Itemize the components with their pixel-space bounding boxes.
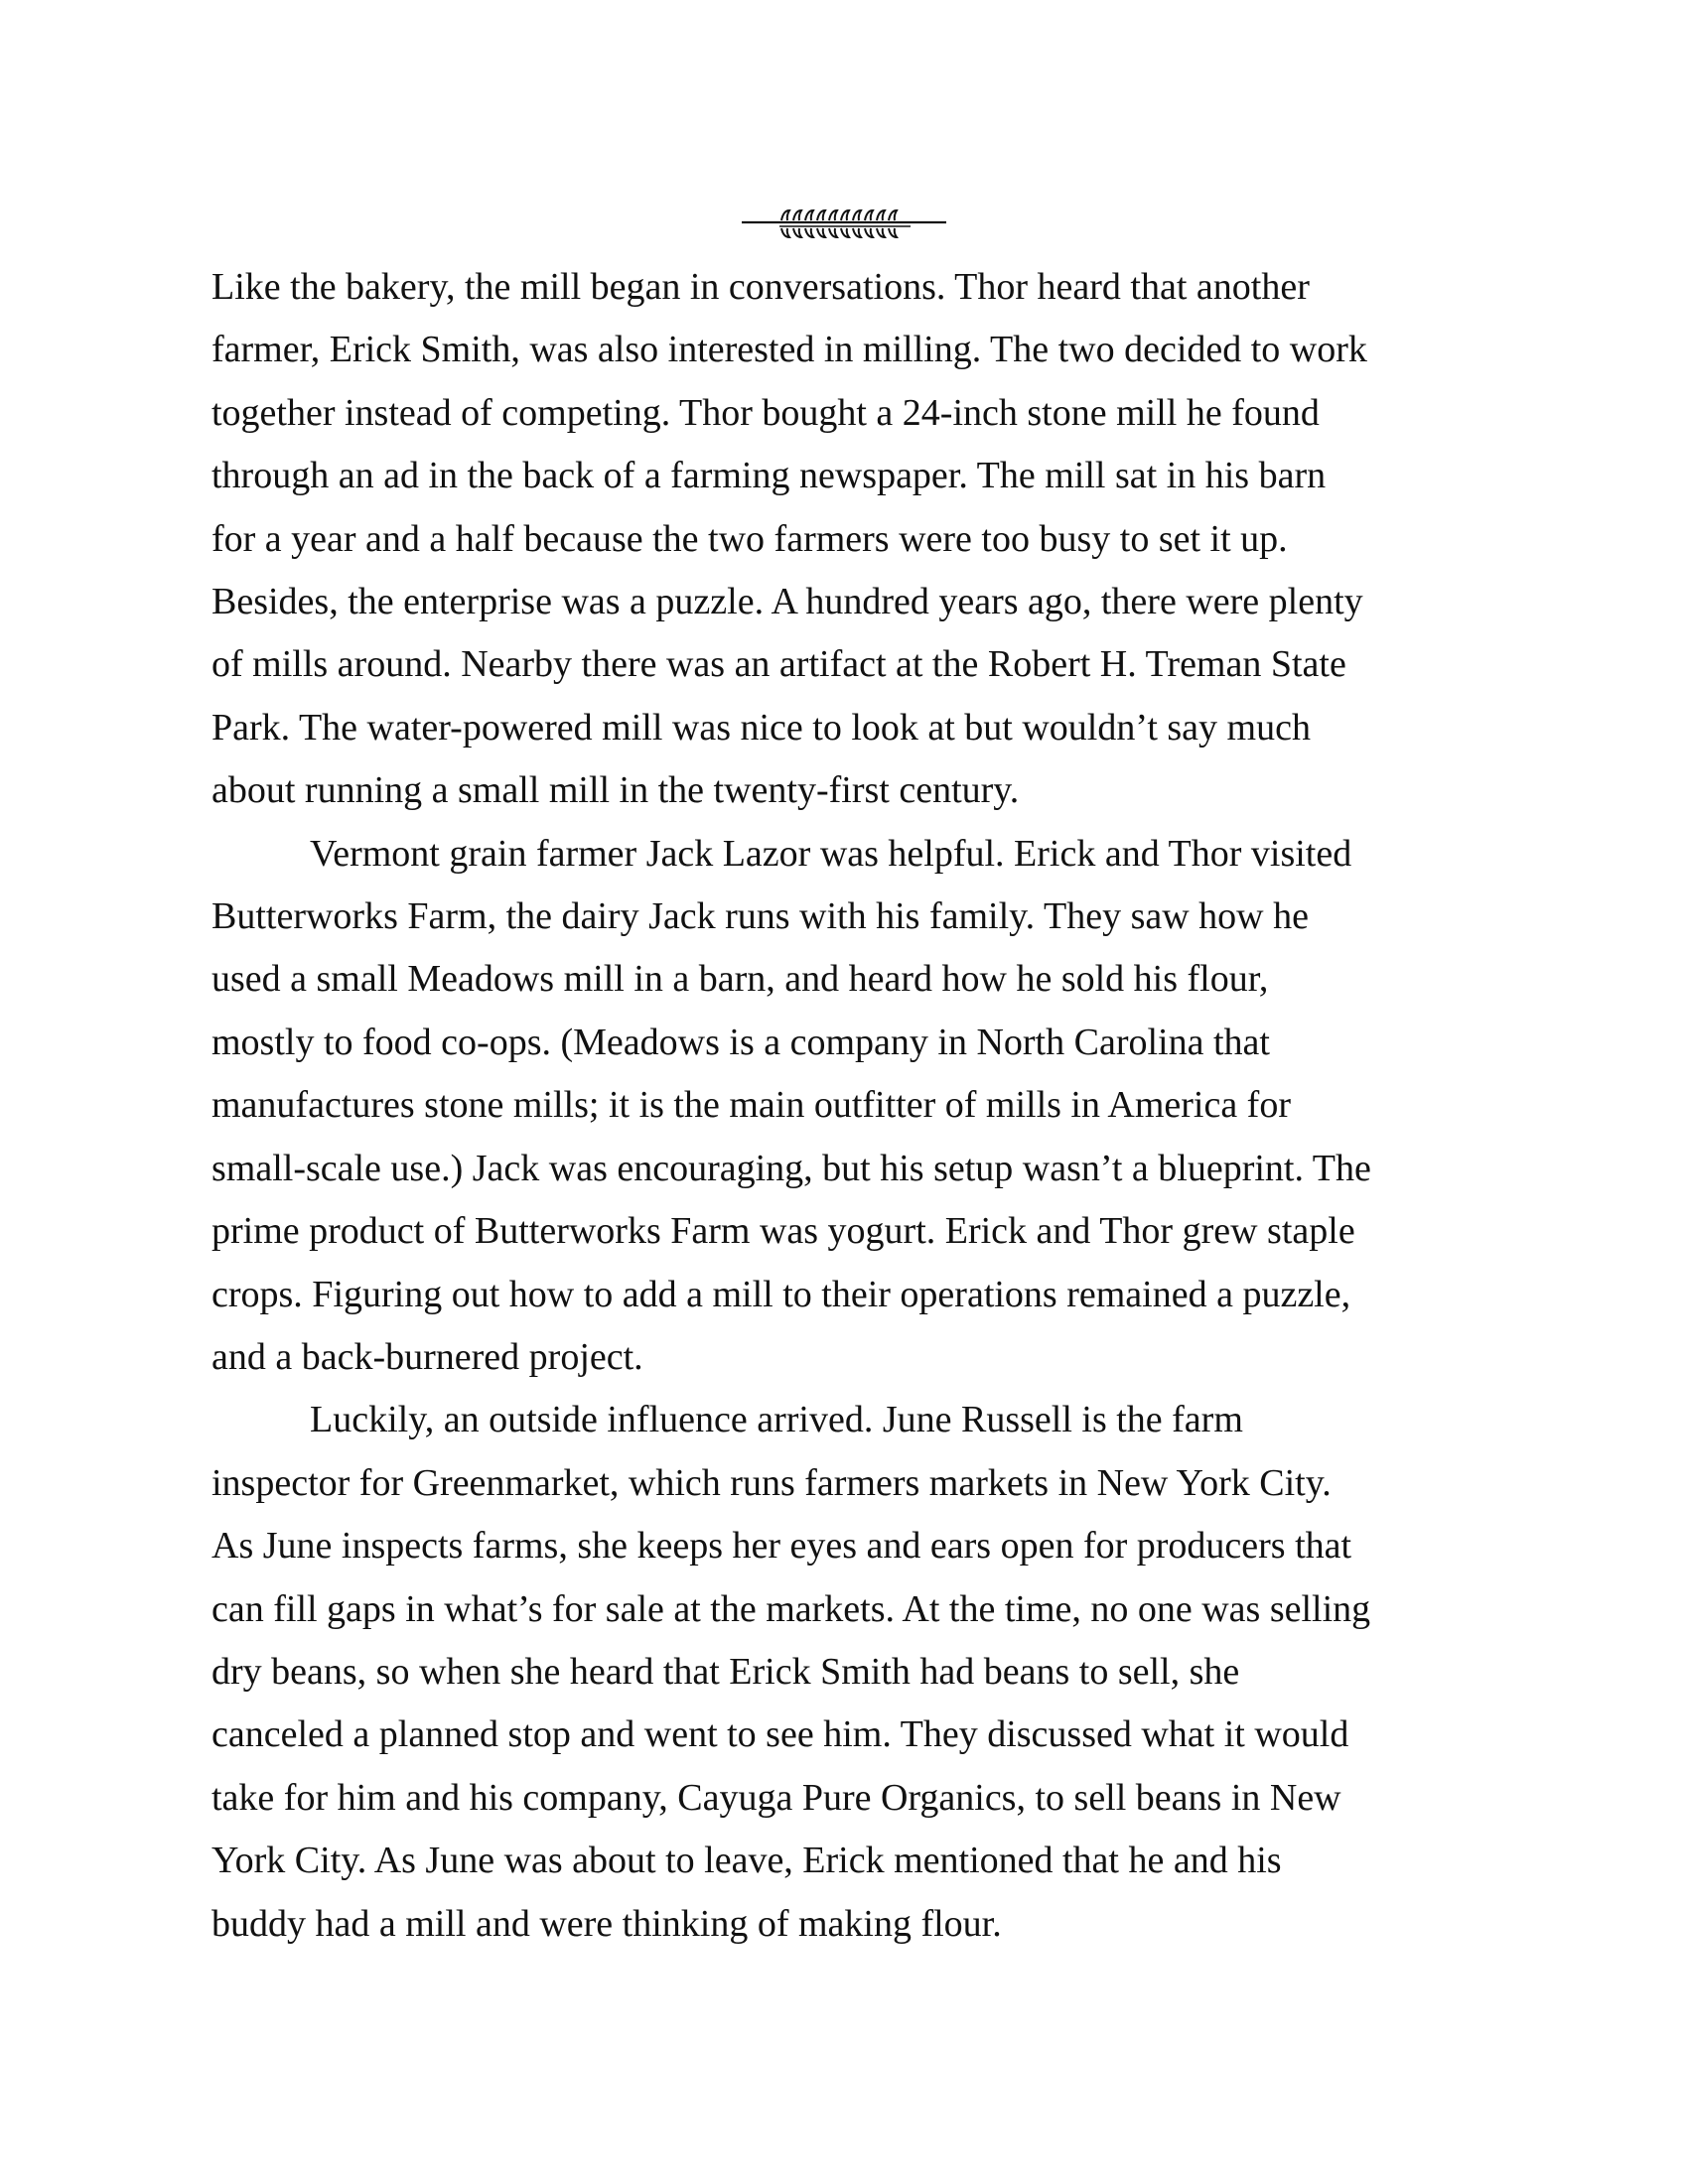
body-text <box>211 256 1502 1956</box>
text-line: for a year and a half because the two farmers were too busy to set it up. <box>211 517 1288 560</box>
text-line: about running a small mill in the twenty-first century. <box>211 769 1020 812</box>
text-line: Like the bakery, the mill began in conversations. Thor heard that another <box>211 266 1310 308</box>
text-line: and a back-burnered project. <box>211 1335 643 1378</box>
text-line: Park. The water-powered mill was nice to look at but wouldn’t say much <box>211 706 1311 749</box>
text-line: can fill gaps in what’s for sale at the markets. At the time, no one was selling <box>211 1587 1371 1630</box>
text-line: small-scale use.) Jack was encouraging, but his setup wasn’t a blueprint. The <box>211 1147 1371 1189</box>
paragraph-3 <box>211 1389 1502 1956</box>
text-line: inspector for Greenmarket, which runs farmers markets in New York City. <box>211 1461 1332 1504</box>
text-line: used a small Meadows mill in a barn, and heard how he sold his flour, <box>211 958 1269 1001</box>
text-line: take for him and his company, Cayuga Pure Organics, to sell beans in New <box>211 1776 1341 1819</box>
paragraph-1 <box>211 256 1502 823</box>
text-line: together instead of competing. Thor bought a 24-inch stone mill he found <box>211 391 1320 434</box>
wheat-sheaf-divider-icon <box>740 205 948 241</box>
text-line: farmer, Erick Smith, was also interested in milling. The two decided to work <box>211 329 1367 371</box>
text-line: buddy had a mill and were thinking of making flour. <box>211 1902 1002 1945</box>
text-line: mostly to food co-ops. (Meadows is a company in North Carolina that <box>211 1021 1270 1063</box>
paragraph-2 <box>211 823 1502 1390</box>
text-line: As June inspects farms, she keeps her eyes and ears open for producers that <box>211 1525 1352 1568</box>
text-line: through an ad in the back of a farming newspaper. The mill sat in his barn <box>211 455 1327 497</box>
text-line: crops. Figuring out how to add a mill to their operations remained a puzzle, <box>211 1273 1351 1315</box>
text-line: Butterworks Farm, the dairy Jack runs with his family. They saw how he <box>211 895 1309 938</box>
text-line: dry beans, so when she heard that Erick Smith had beans to sell, she <box>211 1650 1240 1693</box>
text-line: Besides, the enterprise was a puzzle. A hundred years ago, there were plenty <box>211 581 1363 623</box>
text-line: prime product of Butterworks Farm was yogurt. Erick and Thor grew staple <box>211 1210 1355 1253</box>
text-line: Vermont grain farmer Jack Lazor was helpful. Erick and Thor visited <box>310 832 1352 875</box>
text-line: Luckily, an outside influence arrived. June Russell is the farm <box>310 1399 1243 1441</box>
text-line: canceled a planned stop and went to see him. They discussed what it would <box>211 1713 1349 1756</box>
text-line: York City. As June was about to leave, Erick mentioned that he and his <box>211 1840 1282 1882</box>
text-line: of mills around. Nearby there was an artifact at the Robert H. Treman State <box>211 643 1346 686</box>
text-line: manufactures stone mills; it is the main outfitter of mills in America for <box>211 1084 1291 1127</box>
